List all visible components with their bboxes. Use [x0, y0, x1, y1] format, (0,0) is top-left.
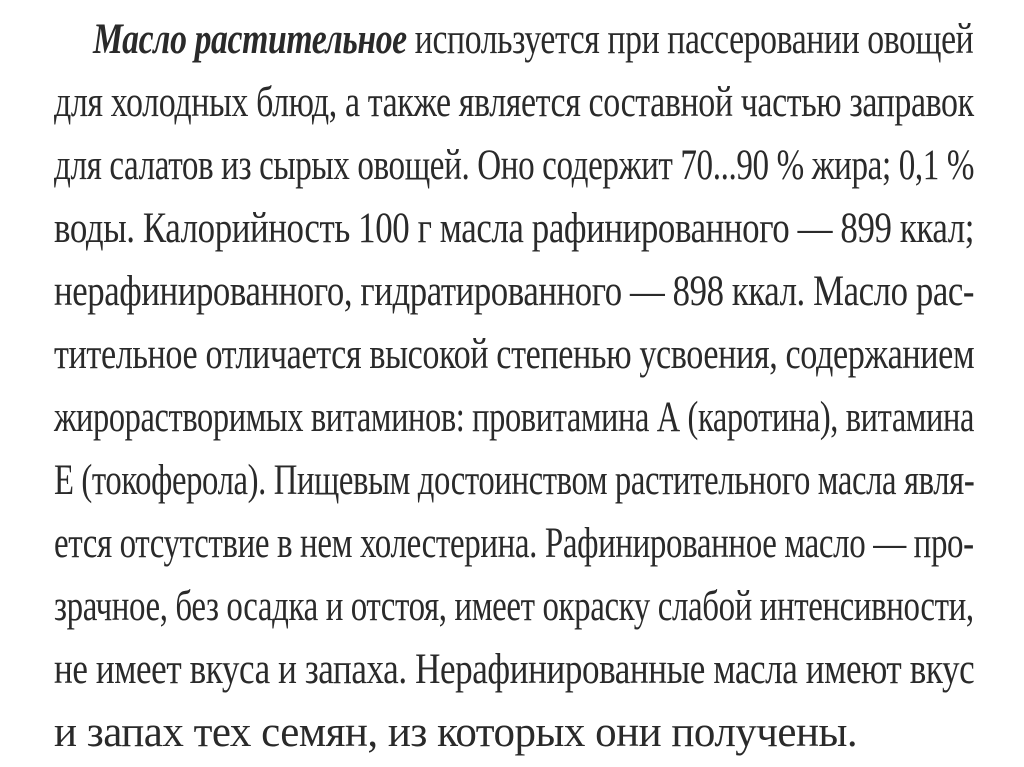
- text-line-7: жирорастворимых витаминов: провитамина А (каротина), витамина: [54, 394, 974, 441]
- text-line-6: тительное отличается высокой степенью усвоения, содержанием: [54, 331, 975, 378]
- text-line-9: ется отсутствие в нем холестерина. Рафинированное масло — про-: [54, 520, 974, 567]
- term-heading: Масло растительное: [93, 16, 407, 63]
- text-line-11: не имеет вкуса и запаха. Нерафинированные масла имеют вкус: [54, 646, 975, 693]
- text-line-8: Е (токоферола). Пищевым достоинством растительного масла явля-: [54, 457, 975, 504]
- text-line-1: [93, 16, 974, 64]
- text-line-5: нерафинированного, гидратированного — 898 ккал. Масло рас-: [54, 268, 975, 315]
- text-line-12: и запах тех семян, из которых они получены.: [54, 709, 858, 756]
- text-line-1-body: используется при пассеровании овощей: [406, 16, 974, 63]
- text-line-3: для салатов из сырых овощей. Оно содержит 70...90 % жира; 0,1 %: [54, 142, 975, 189]
- text-line-2: для холодных блюд, а также является составной частью заправок: [54, 79, 974, 126]
- text-line-10: зрачное, без осадка и отстоя, имеет окраску слабой интенсивности,: [54, 583, 974, 630]
- text-line-4: воды. Калорийность 100 г масла рафинированного — 899 ккал;: [54, 205, 975, 252]
